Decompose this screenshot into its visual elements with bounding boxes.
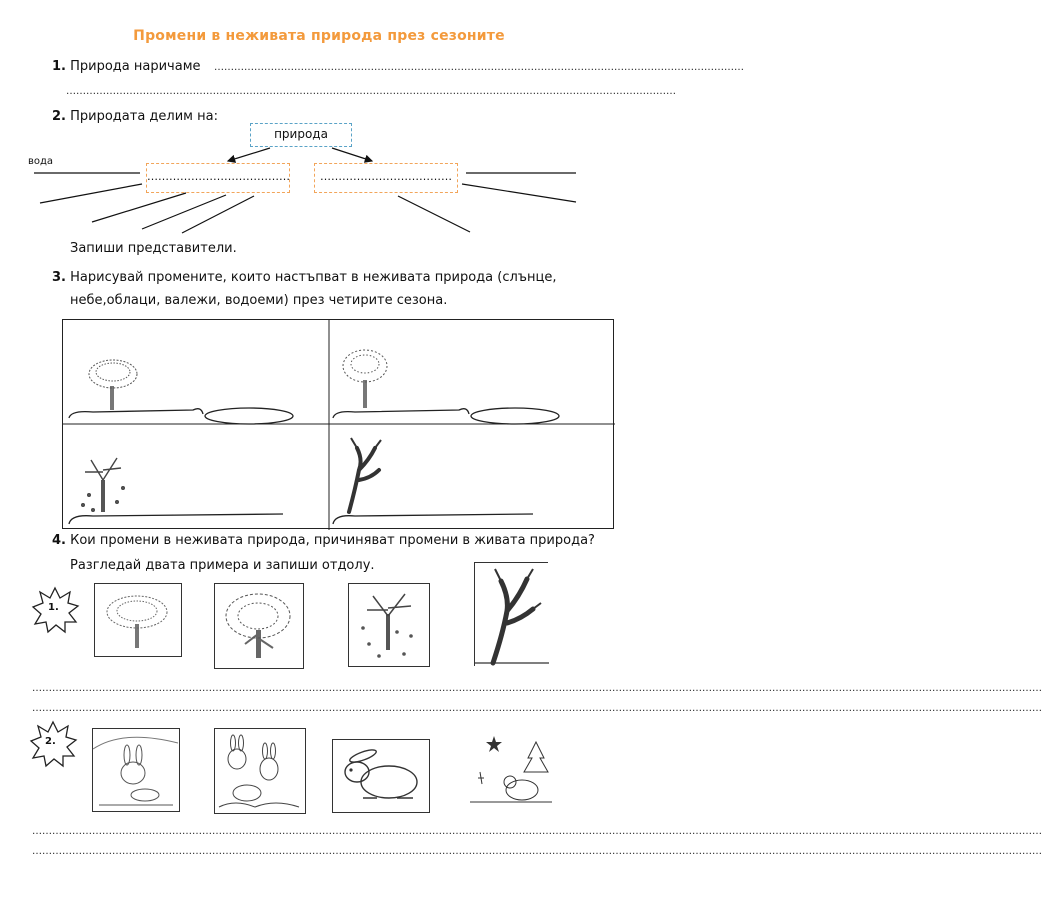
example2-frame-1 (92, 728, 180, 812)
answer-line-4b[interactable]: …………………………………………………………………………………………………………………………………………………………………………………………………………………………………………………………………………… (32, 703, 1042, 714)
question-2-text: Природата делим на: (70, 109, 218, 124)
rabbit-winter-icon (470, 728, 552, 812)
answer-line-4c[interactable]: …………………………………………………………………………………………………………………………………………………………………………………………………………………………………………………………………………… (32, 826, 1042, 837)
tree-summer-icon (89, 360, 137, 410)
example1-frame-4 (474, 562, 548, 666)
side-label-water: вода (28, 156, 54, 167)
example-1-badge (32, 586, 78, 632)
page-title: Промени в неживата природа през сезоните (133, 28, 505, 44)
question-4-line1: Кои промени в неживата природа, причиняват промени в живата природа? (70, 533, 595, 548)
q2-instruction: Запиши представители. (70, 241, 237, 256)
star-icon (486, 736, 502, 752)
answer-line-1b[interactable]: ………………………………………………………………………………………………………………………………………………………………… (66, 86, 676, 97)
tree-winter-icon (475, 563, 549, 667)
rabbit-burrow-icon (93, 729, 178, 810)
answer-line-4a[interactable]: …………………………………………………………………………………………………………………………………………………………………………………………………………………………………………………………………………… (32, 683, 1042, 694)
example-1-number: 1. (48, 602, 59, 613)
example2-frame-4 (470, 728, 552, 812)
example1-frame-1 (94, 583, 182, 657)
example-2-badge (30, 720, 76, 766)
tree-autumn-icon (349, 584, 428, 665)
arrow-left (228, 148, 270, 161)
arrow-right (332, 148, 372, 161)
seasons-grid (62, 319, 614, 529)
example2-frame-2 (214, 728, 306, 814)
example1-frame-3 (348, 583, 430, 667)
rabbit-icon (333, 740, 428, 811)
category-box-left[interactable]: ………………………………… (146, 163, 290, 193)
answer-line-4d[interactable]: …………………………………………………………………………………………………………………………………………………………………………………………………………………………………………………………………………… (32, 846, 1042, 857)
question-4-number: 4. (52, 533, 66, 548)
example1-frame-2 (214, 583, 304, 669)
question-1-text: Природа наричаме (70, 59, 201, 74)
rabbits-family-icon (215, 729, 304, 812)
answer-line-1a[interactable]: …………………………………………………………………………………………………………………………………………… (214, 62, 744, 73)
example2-frame-3 (332, 739, 430, 813)
nature-box: природа (250, 123, 352, 147)
diagram-lines (0, 0, 744, 240)
example-2-number: 2. (45, 736, 56, 747)
tree-spring-icon (343, 350, 387, 408)
question-2-number: 2. (52, 109, 66, 124)
question-4 (52, 532, 595, 550)
question-3-number: 3. (52, 270, 66, 285)
question-1-number: 1. (52, 59, 66, 74)
question-3-line1: Нарисувай промените, които настъпват в неживата природа (слънце, (70, 270, 557, 285)
question-3-line2: небе,облаци, валежи, водоеми) през четирите сезона. (70, 293, 448, 308)
question-4-line2: Разгледай двата примера и запиши отдолу. (70, 558, 375, 573)
seasons-grid-drawing (63, 320, 615, 530)
question-3 (52, 269, 556, 287)
tree-spring-icon (215, 584, 302, 667)
tree-summer-icon (95, 584, 180, 655)
tree-winter-icon (349, 438, 381, 512)
tree-autumn-icon (82, 458, 125, 512)
category-box-right[interactable]: ……………………………… (314, 163, 458, 193)
